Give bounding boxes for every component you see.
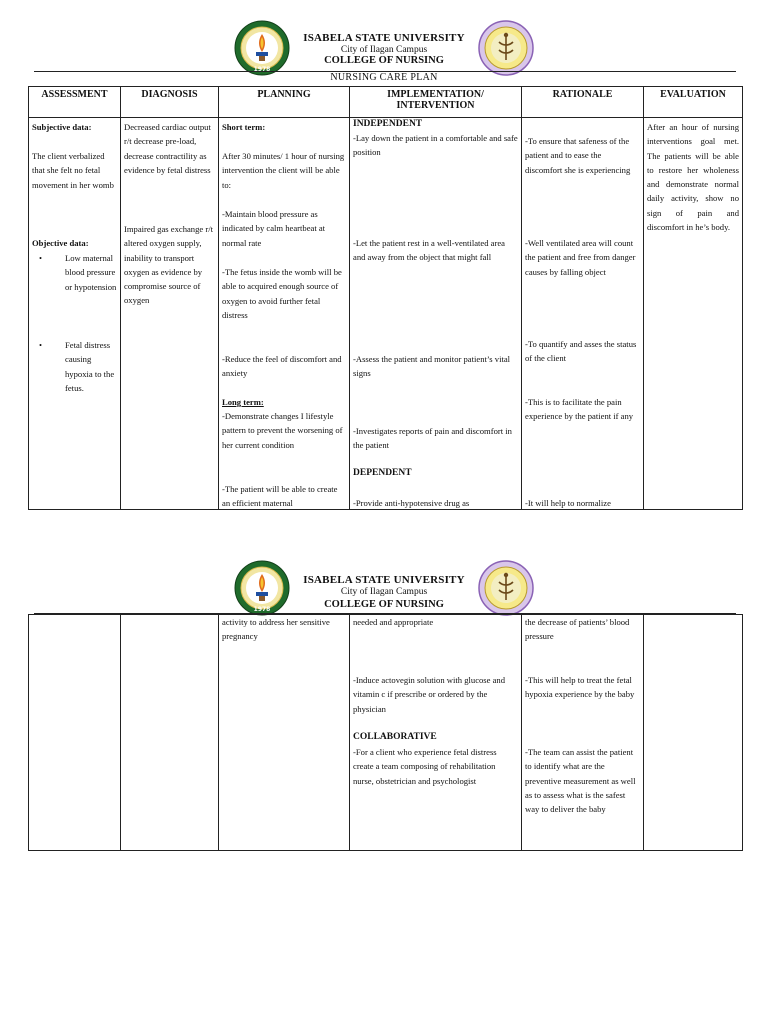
rationale-cell: [522, 118, 644, 510]
diagnosis-2: Impaired gas exchange r/t altered oxygen supply, inability to transport oxygen as evidence by compromise source of oxygen: [124, 224, 214, 306]
campus-name: City of Ilagan Campus: [340, 587, 428, 597]
college-name: COLLEGE OF NURSING: [324, 55, 444, 66]
col-assessment: ASSESSMENT: [29, 87, 121, 118]
short-term-heading: Short term:: [222, 122, 266, 132]
intervention-cell: [350, 118, 522, 510]
planning-goal-5: -The patient will be able to create an efficient maternal: [222, 484, 338, 509]
planning-goal-2: -The fetus inside the womb will be able to acquired enough source of oxygen to avoid further fetal distress: [222, 267, 342, 320]
intervention-6: -Induce actovegin solution with glucose and vitamin c if prescribe or ordered by the physician: [353, 675, 506, 714]
intervention-1: -Lay down the patient in a comfortable and safe position: [353, 133, 518, 158]
intervention-4: -Investigates reports of pain and discomfort in the patient: [353, 426, 512, 451]
plan-title: NURSING CARE PLAN: [330, 72, 438, 83]
planning-cell: [219, 118, 350, 510]
diagnosis-cell: [121, 118, 219, 510]
evaluation-cell: [644, 615, 743, 851]
col-evaluation: EVALUATION: [644, 87, 743, 118]
intervention-5-continued: needed and appropriate: [353, 617, 434, 627]
rationale-cell: [522, 615, 644, 851]
short-term-intro: After 30 minutes/ 1 hour of nursing intervention the client will be able to:: [222, 151, 345, 190]
rationale-5: -It will help to normalize: [525, 498, 611, 508]
seal-year: 1978: [253, 606, 271, 613]
intervention-3: -Assess the patient and monitor patient’s vital signs: [353, 354, 511, 379]
planning-cell: [219, 615, 350, 851]
rationale-6: -This will help to treat the fetal hypoxia experience by the baby: [525, 675, 635, 700]
subjective-heading: Subjective data:: [32, 122, 92, 132]
rationale-4: -This is to facilitate the pain experience by the patient if any: [525, 397, 634, 422]
objective-heading: Objective data:: [32, 238, 89, 248]
objective-bullet-2: Fetal distress causing hypoxia to the fetus.: [65, 340, 115, 393]
bullet-dot: •: [39, 253, 43, 263]
care-plan-table-continued: [28, 614, 743, 851]
long-term-heading: Long term:: [222, 397, 264, 407]
evaluation-cell: [644, 118, 743, 510]
assessment-cell: [29, 118, 121, 510]
col-diagnosis: DIAGNOSIS: [121, 87, 219, 118]
seal-year: 1978: [253, 66, 271, 73]
planning-goal-3: -Reduce the feel of discomfort and anxiety: [222, 354, 342, 379]
evaluation-text: After an hour of nursing interventions goal met. The patients will be able to restore her wholeness and demonstrate normal daily activity, show no sign of pain and discomfort in he’s body.: [647, 122, 739, 233]
diagnosis-cell: [121, 615, 219, 851]
campus-name: City of Ilagan Campus: [340, 45, 428, 55]
intervention-cell: [350, 615, 522, 851]
objective-bullet-1: Low maternal blood pressure or hypotension: [65, 253, 117, 292]
rationale-2: -Well ventilated area will count the patient and free from danger causes by falling object: [525, 238, 636, 277]
planning-goal-4: -Demonstrate changes I lifestyle pattern to prevent the worsening of her current condition: [222, 411, 343, 450]
planning-goal-5-continued: activity to address her sensitive pregnancy: [222, 617, 330, 642]
collaborative-heading: COLLABORATIVE: [353, 732, 437, 742]
intervention-5: -Provide anti-hypotensive drug as: [353, 498, 470, 508]
intervention-7: -For a client who experience fetal distress create a team composing of rehabilitation nurse, obstetrician and psychologist: [353, 747, 497, 786]
rationale-3: -To quantify and asses the status of the client: [525, 339, 637, 364]
col-planning: PLANNING: [219, 87, 350, 118]
rationale-5-continued: the decrease of patients’ blood pressure: [525, 617, 630, 642]
page-2: [0, 540, 768, 870]
bullet-dot: •: [39, 340, 43, 350]
university-name: ISABELA STATE UNIVERSITY: [303, 574, 465, 586]
college-name: COLLEGE OF NURSING: [324, 599, 444, 610]
university-name: ISABELA STATE UNIVERSITY: [303, 32, 465, 44]
col-intervention: IMPLEMENTATION/ INTERVENTION: [350, 87, 522, 118]
col-rationale: RATIONALE: [522, 87, 644, 118]
dependent-heading: DEPENDENT: [353, 468, 412, 478]
independent-heading: INDEPENDENT: [353, 119, 423, 129]
planning-goal-1: -Maintain blood pressure as indicated by calm heartbeat at normal rate: [222, 209, 326, 248]
care-plan-table: [28, 86, 743, 510]
subjective-text: The client verbalized that she felt no fetal movement in her womb: [32, 151, 114, 190]
rationale-1: -To ensure that safeness of the patient and to ease the discomfort she is experiencing: [525, 136, 631, 175]
diagnosis-1: Decreased cardiac output r/t decrease pre-load, decrease contractility as evidence by fetal distress: [124, 122, 211, 175]
assessment-cell: [29, 615, 121, 851]
rationale-7: -The team can assist the patient to identify what are the preventive measurement as well as to assess what is the safest way to deliver the baby: [525, 747, 636, 815]
intervention-2: -Let the patient rest in a well-ventilated area and away from the object that might fall: [353, 238, 505, 263]
